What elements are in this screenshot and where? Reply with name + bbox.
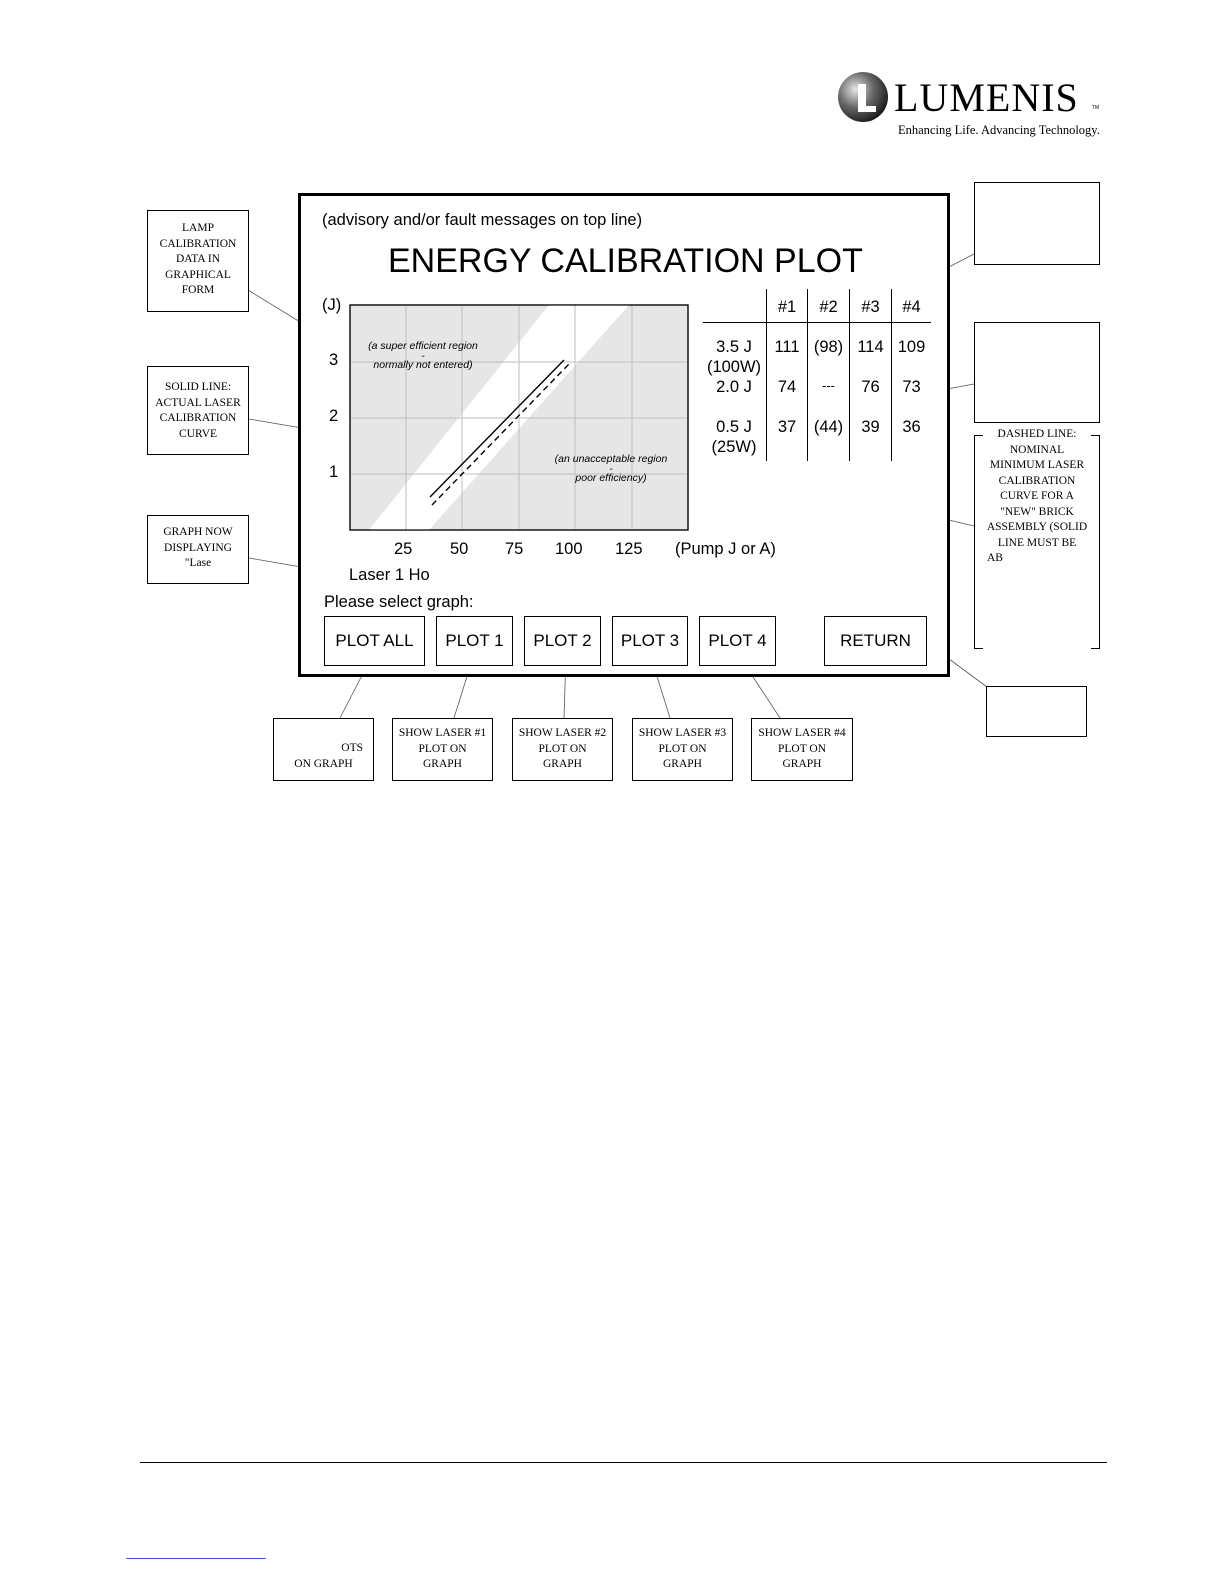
y-tick-label: 2 xyxy=(329,407,339,425)
bracket-top-right xyxy=(1091,435,1099,436)
table-cell: 74 xyxy=(777,378,797,396)
row-label: 2.0 J xyxy=(716,378,752,396)
super-efficient-region-label: (a super efficient region - normally not entered) xyxy=(368,340,478,371)
callout-graph-now: GRAPH NOW DISPLAYING "Lase xyxy=(147,515,249,584)
select-graph-prompt: Please select graph: xyxy=(324,593,474,611)
callout-lamp-data: LAMP CALIBRATION DATA IN GRAPHICAL FORM xyxy=(147,210,249,312)
x-tick-label: 75 xyxy=(505,540,524,558)
callout-laser-1: SHOW LASER #1 PLOT ON GRAPH xyxy=(392,718,493,781)
callout-empty-top-right xyxy=(974,182,1100,265)
bracket-bottom-right xyxy=(1091,648,1099,649)
table-header-rule xyxy=(703,322,931,323)
logo-wordmark: LUMENIS xyxy=(894,75,1079,120)
x-tick-label: 25 xyxy=(394,540,413,558)
table-cell: --- xyxy=(822,378,835,393)
row-label: 0.5 J xyxy=(716,418,752,436)
row-sublabel: (25W) xyxy=(711,438,757,456)
table-cell: 109 xyxy=(897,338,926,356)
y-tick-label: 3 xyxy=(329,351,339,369)
callout-plot-all: OTS ON GRAPH xyxy=(273,718,374,781)
row-label: 3.5 J xyxy=(716,338,752,356)
callout-laser-4: SHOW LASER #4 PLOT ON GRAPH xyxy=(751,718,853,781)
footer-rule xyxy=(140,1462,1107,1463)
table-cell: (44) xyxy=(813,418,844,436)
y-tick-label: 1 xyxy=(329,463,339,481)
table-cell: 114 xyxy=(857,338,884,356)
callout-laser-3: SHOW LASER #3 PLOT ON GRAPH xyxy=(632,718,733,781)
calibration-chart xyxy=(349,304,691,534)
laser-label: Laser 1 Ho xyxy=(349,566,430,584)
x-tick-label: 125 xyxy=(615,540,643,558)
table-cell: 111 xyxy=(774,338,800,356)
plot-2-button[interactable]: PLOT 2 xyxy=(524,616,601,666)
plot-3-button[interactable]: PLOT 3 xyxy=(612,616,688,666)
footer-link-underline[interactable] xyxy=(126,1558,266,1559)
callout-laser-2: SHOW LASER #2 PLOT ON GRAPH xyxy=(512,718,613,781)
return-button[interactable]: RETURN xyxy=(824,616,927,666)
x-axis-unit: (Pump J or A) xyxy=(675,540,776,558)
bracket-bottom-left xyxy=(975,648,983,649)
x-tick-label: 50 xyxy=(450,540,469,558)
calibration-table xyxy=(703,289,931,461)
col-header: #4 xyxy=(902,298,921,316)
col-header: #2 xyxy=(819,298,838,316)
y-axis-unit: (J) xyxy=(322,296,342,314)
table-cell: 37 xyxy=(777,418,797,436)
logo-trademark: TM xyxy=(1092,105,1100,111)
row-sublabel: (100W) xyxy=(706,358,762,376)
plot-1-button[interactable]: PLOT 1 xyxy=(436,616,513,666)
page-title: ENERGY CALIBRATION PLOT xyxy=(388,242,863,280)
x-tick-label: 100 xyxy=(555,540,583,558)
plot-4-button[interactable]: PLOT 4 xyxy=(699,616,776,666)
callout-dashed-line: DASHED LINE: NOMINAL MINIMUM LASER CALIBRATION CURVE FOR A "NEW" BRICK ASSEMBLY (SOLID LINE MUST BE AB xyxy=(974,435,1100,649)
energy-calibration-screen xyxy=(298,193,950,677)
table-cell: 73 xyxy=(902,378,921,396)
table-cell: 76 xyxy=(861,378,880,396)
advisory-message: (advisory and/or fault messages on top line) xyxy=(322,211,643,229)
logo-tagline: Enhancing Life. Advancing Technology. xyxy=(898,123,1100,137)
plot-all-button[interactable]: PLOT ALL xyxy=(324,616,425,666)
table-cell: 39 xyxy=(861,418,880,436)
table-cell: (98) xyxy=(813,338,844,356)
col-header: #3 xyxy=(861,298,880,316)
unacceptable-region-label: (an unacceptable region - poor efficiency) xyxy=(554,453,668,484)
callout-empty-return xyxy=(986,686,1087,737)
bracket-top-left xyxy=(975,435,983,436)
callout-solid-line: SOLID LINE: ACTUAL LASER CALIBRATION CURVE xyxy=(147,366,249,455)
col-header: #1 xyxy=(777,298,797,316)
callout-empty-middle-right xyxy=(974,322,1100,423)
table-cell: 36 xyxy=(902,418,921,436)
